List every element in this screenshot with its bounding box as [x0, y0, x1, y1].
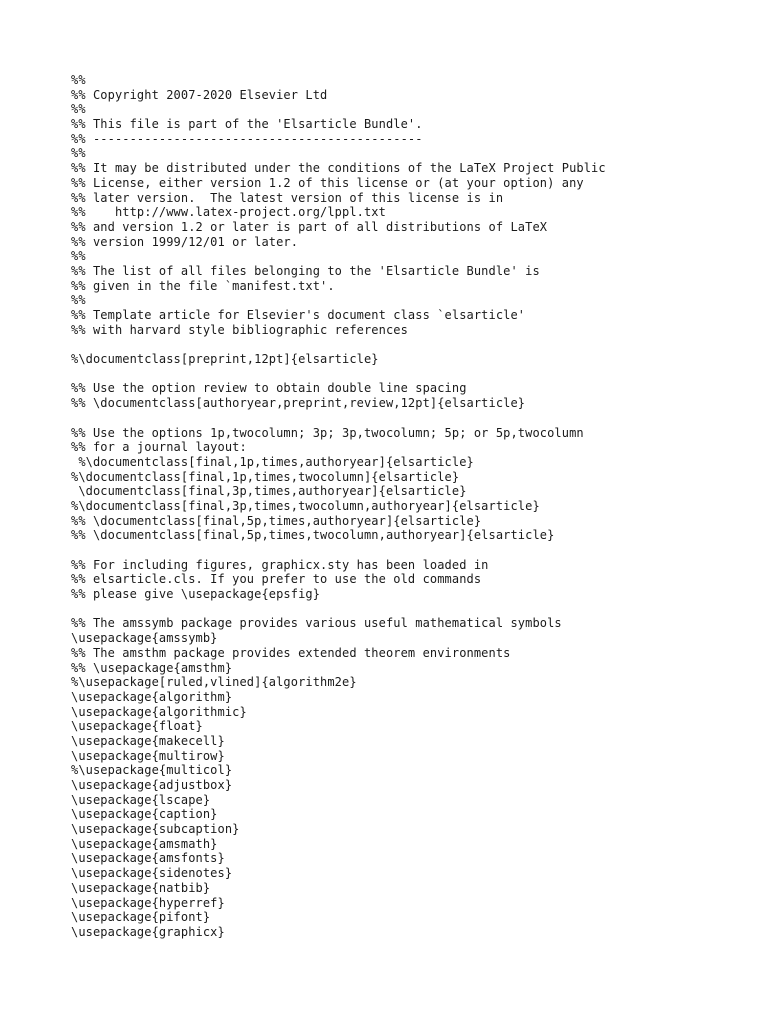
source-line: %\documentclass[preprint,12pt]{elsarticle} [71, 352, 379, 367]
source-line: \usepackage{algorithmic} [71, 704, 247, 719]
source-line: \usepackage{multirow} [71, 748, 225, 763]
source-line: %\usepackage[ruled,vlined]{algorithm2e} [71, 675, 357, 690]
source-line: %% \documentclass[final,5p,times,twocolumn,authoryear]{elsarticle} [71, 528, 555, 543]
source-line: \documentclass[final,3p,times,authoryear]{elsarticle} [71, 484, 467, 499]
source-line [71, 543, 768, 558]
source-line: %% Use the options 1p,twocolumn; 3p; 3p,twocolumn; 5p; or 5p,twocolumn [71, 425, 584, 440]
document-page [71, 73, 768, 940]
source-line: %% --------------------------------------------- [71, 131, 423, 146]
source-line: \usepackage{float} [71, 719, 203, 734]
source-line: %% [71, 249, 86, 264]
source-line: %% For including figures, graphicx.sty has been loaded in [71, 557, 489, 572]
source-line: %% \usepackage{amsthm} [71, 660, 233, 675]
source-line: \usepackage{amssymb} [71, 631, 218, 646]
source-line: %% It may be distributed under the conditions of the LaTeX Project Public [71, 161, 606, 176]
source-line [71, 337, 768, 352]
source-line: %% Use the option review to obtain double line spacing [71, 381, 467, 396]
source-line: %% [71, 146, 86, 161]
source-line: \usepackage{makecell} [71, 733, 225, 748]
source-line: %% [71, 293, 86, 308]
source-line: %\documentclass[final,3p,times,twocolumn,authoryear]{elsarticle} [71, 498, 540, 513]
source-line [71, 367, 768, 382]
source-line: %% This file is part of the 'Elsarticle Bundle'. [71, 117, 423, 132]
source-line: %% \documentclass[authoryear,preprint,review,12pt]{elsarticle} [71, 396, 526, 411]
source-line: %% elsarticle.cls. If you prefer to use the old commands [71, 572, 482, 587]
source-line: %% given in the file `manifest.txt'. [71, 278, 335, 293]
source-line [71, 602, 768, 617]
source-line: %\documentclass[final,1p,times,authoryear]{elsarticle} [71, 454, 474, 469]
source-line: \usepackage{amsfonts} [71, 851, 225, 866]
source-line: %% for a journal layout: [71, 440, 247, 455]
source-line: \usepackage{hyperref} [71, 895, 225, 910]
source-line: %% and version 1.2 or later is part of all distributions of LaTeX [71, 219, 548, 234]
source-line: %% Copyright 2007-2020 Elsevier Ltd [71, 87, 328, 102]
source-line: \usepackage{natbib} [71, 880, 211, 895]
source-line: %% [71, 73, 86, 87]
source-line [71, 411, 768, 426]
source-line: \usepackage{graphicx} [71, 924, 225, 939]
source-line: %% The amssymb package provides various useful mathematical symbols [71, 616, 562, 631]
source-line: %% \documentclass[final,5p,times,authoryear]{elsarticle} [71, 513, 482, 528]
source-line: \usepackage{pifont} [71, 910, 211, 925]
source-line: %% version 1999/12/01 or later. [71, 234, 299, 249]
source-line: \usepackage{lscape} [71, 792, 211, 807]
source-line: %% License, either version 1.2 of this license or (at your option) any [71, 175, 584, 190]
source-line: \usepackage{caption} [71, 807, 218, 822]
source-line: %% Template article for Elsevier's document class `elsarticle' [71, 308, 526, 322]
source-line: %% with harvard style bibliographic references [71, 322, 408, 337]
source-line: %% later version. The latest version of this license is in [71, 190, 504, 205]
source-line: \usepackage{amsmath} [71, 836, 218, 851]
source-line: \usepackage{adjustbox} [71, 778, 233, 792]
source-line: %% please give \usepackage{epsfig} [71, 587, 321, 602]
source-line: %\documentclass[final,1p,times,twocolumn]{elsarticle} [71, 469, 460, 484]
source-line: \usepackage{subcaption} [71, 822, 240, 837]
source-line: \usepackage{sidenotes} [71, 866, 233, 881]
source-line: %% The amsthm package provides extended theorem environments [71, 645, 511, 660]
source-line: %\usepackage{multicol} [71, 763, 233, 778]
source-line: \usepackage{algorithm} [71, 689, 233, 704]
source-line: %% [71, 102, 86, 117]
source-line: %% The list of all files belonging to the 'Elsarticle Bundle' is [71, 263, 540, 278]
source-line: %% http://www.latex-project.org/lppl.txt [71, 205, 386, 220]
